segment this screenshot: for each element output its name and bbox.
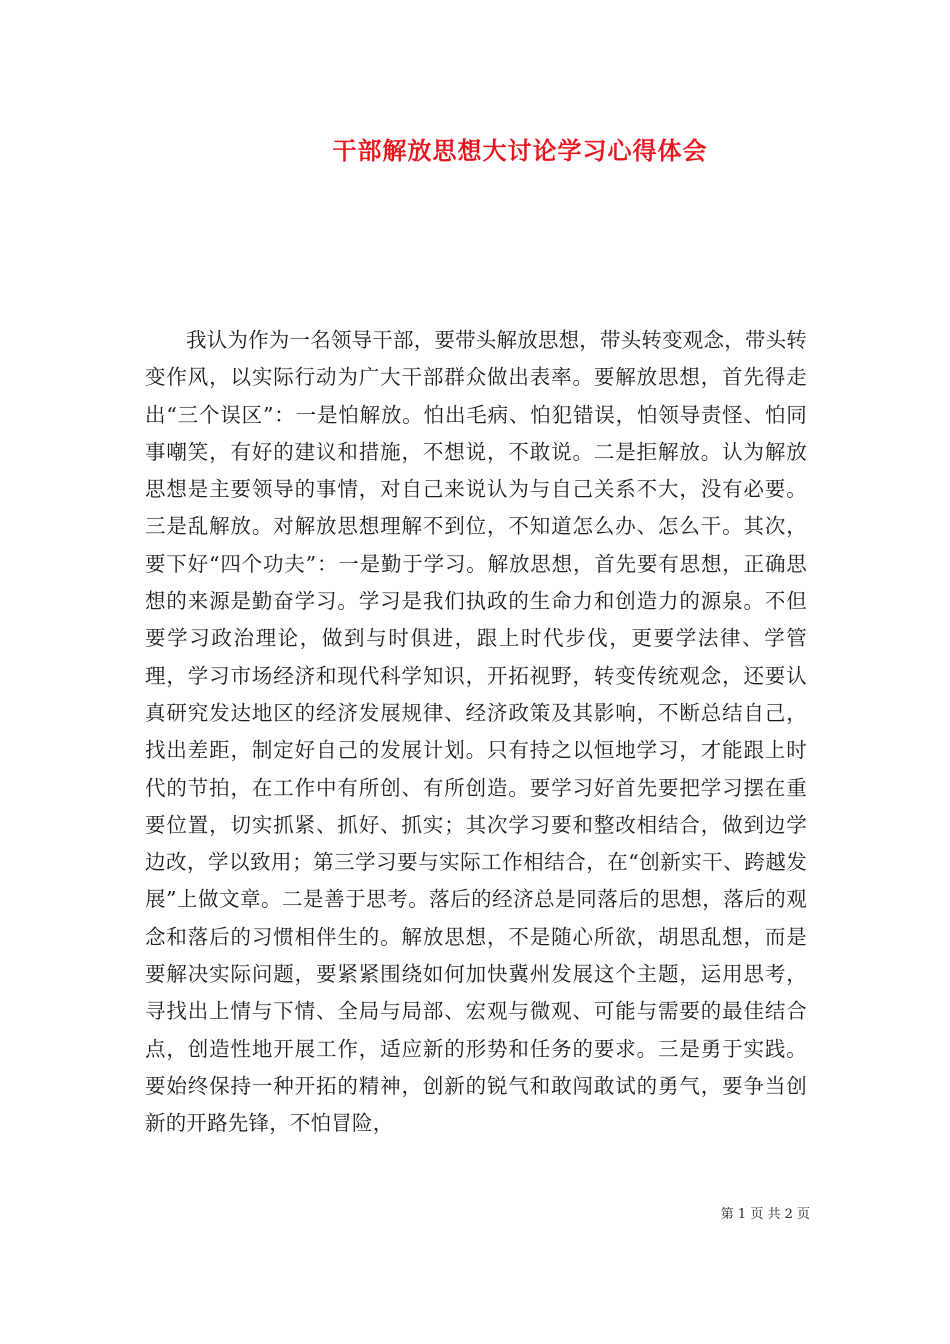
document-body-paragraph: 我认为作为一名领导干部，要带头解放思想，带头转变观念，带头转变作风，以实际行动为广大干部群众做出表率。要解放思想，首先得走出“三个误区”：一是怕解放。怕出毛病、怕犯错误，怕领导责怪、怕同事嘲笑，有好的建议和措施，不想说，不敢说。二是拒解放。认为解放思想是主要领导的事情，对自己来说认为与自己关系不大，没有必要。三是乱解放。对解放思想理解不到位，不知道怎么办、怎么干。其次，要下好“四个功夫”：一是勤于学习。解放思想，首先要有思想，正确思想的来源是勤奋学习。学习是我们执政的生命力和创造力的源泉。不但要学习政治理论，做到与时俱进，跟上时代步伐，更要学法律、学管理，学习市场经济和现代科学知识，开拓视野，转变传统观念，还要认真研究发达地区的经济发展规律、经济政策及其影响，不断总结自己，找出差距，制定好自己的发展计划。只有持之以恒地学习，才能跟上时代的节拍，在工作中有所创、有所创造。要学习好首先要把学习摆在重要位置，切实抓紧、抓好、抓实；其次学习要和整改相结合，做到边学边改，学以致用；第三学习要与实际工作相结合，在“创新实干、跨越发展”上做文章。二是善于思考。落后的经济总是同落后的思想，落后的观念和落后的习惯相伴生的。解放思想，不是随心所欲，胡思乱想，而是要解决实际问题，要紧紧围绕如何加快冀州发展这个主题，运用思考，寻找出上情与下情、全局与局部、宏观与微观、可能与需要的最佳结合点，创造性地开展工作，适应新的形势和任务的要求。三是勇于实践。要始终保持一种开拓的精神，创新的锐气和敢闯敢试的勇气，要争当创新的开路先锋，不怕冒险，	[145, 328, 807, 1136]
page-number-footer: 第 1 页 共 2 页	[720, 1207, 810, 1222]
document-title: 干部解放思想大讨论学习心得体会	[332, 136, 708, 165]
